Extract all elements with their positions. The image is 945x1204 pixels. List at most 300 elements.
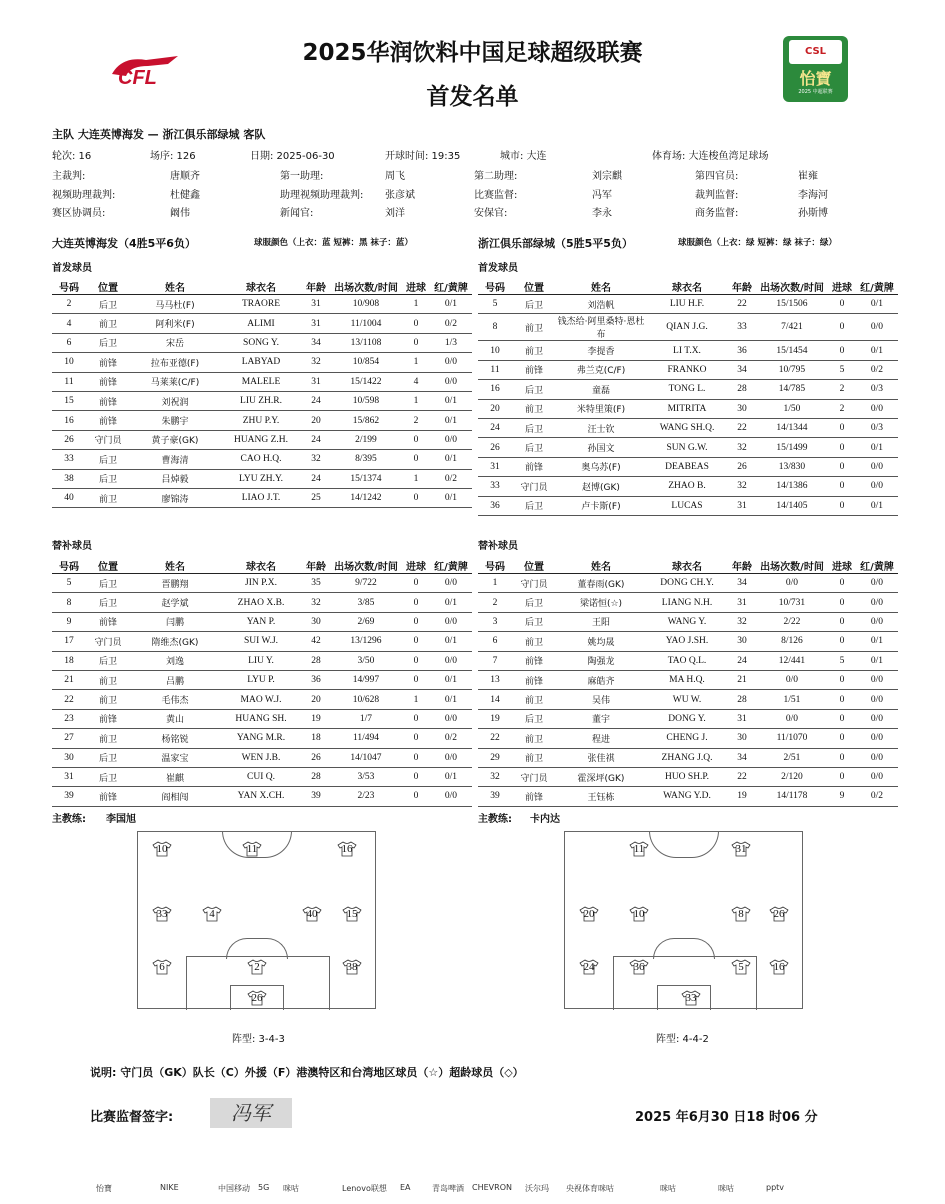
- table-row: [478, 314, 898, 341]
- table-cell: 10: [478, 341, 512, 360]
- table-cell: 0/3: [856, 380, 898, 399]
- table-cell: 0: [828, 612, 856, 631]
- table-cell: 2: [828, 380, 856, 399]
- csl-logo: CSL 怡寶 2025 中超联赛: [783, 36, 848, 102]
- table-cell: 后卫: [86, 593, 130, 612]
- home-subs-table: [52, 557, 472, 807]
- table-cell: 14/1405: [756, 496, 828, 515]
- table-cell: 后卫: [512, 709, 556, 728]
- away-starters-label: 首发球员: [478, 263, 518, 274]
- column-header: 红/黄牌: [430, 557, 472, 574]
- table-cell: 32: [478, 767, 512, 786]
- player-shirt-icon: 11: [629, 841, 649, 857]
- column-header: 姓名: [130, 278, 220, 295]
- column-header: 年龄: [302, 557, 330, 574]
- table-cell: 前卫: [86, 729, 130, 748]
- table-cell: 0: [828, 729, 856, 748]
- table-cell: 40: [52, 488, 86, 507]
- table-cell: 守门员: [512, 574, 556, 593]
- table-cell: 2/69: [330, 612, 402, 631]
- table-cell: WANG Y.D.: [646, 787, 728, 806]
- table-cell: 守门员: [512, 767, 556, 786]
- column-header: 红/黄牌: [856, 557, 898, 574]
- table-cell: 0/0: [856, 767, 898, 786]
- table-cell: LIU Y.: [220, 651, 302, 670]
- table-cell: CUI Q.: [220, 767, 302, 786]
- table-cell: 1/3: [430, 333, 472, 352]
- table-cell: 22: [728, 295, 756, 314]
- official-label: 视频助理裁判:: [52, 190, 116, 201]
- table-row: [52, 411, 472, 430]
- official-name: 阚伟: [170, 208, 190, 219]
- table-cell: 0: [828, 767, 856, 786]
- table-cell: 董宇: [556, 709, 646, 728]
- table-cell: 前卫: [512, 690, 556, 709]
- table-cell: 后卫: [86, 333, 130, 352]
- table-cell: 刘祝润: [130, 391, 220, 410]
- table-cell: 前卫: [512, 314, 556, 341]
- column-header: 号码: [478, 557, 512, 574]
- official-name: 李永: [592, 208, 612, 219]
- table-cell: 0: [402, 670, 430, 689]
- table-cell: 曹海清: [130, 450, 220, 469]
- table-row: [478, 457, 898, 476]
- table-cell: 阎相闯: [130, 787, 220, 806]
- table-cell: 33: [52, 450, 86, 469]
- table-cell: 32: [728, 477, 756, 496]
- column-header: 位置: [512, 557, 556, 574]
- table-cell: 8: [52, 593, 86, 612]
- table-cell: 0/0: [856, 457, 898, 476]
- column-header: 位置: [86, 278, 130, 295]
- table-cell: 0/2: [430, 469, 472, 488]
- table-row: [52, 430, 472, 449]
- table-cell: 11: [478, 360, 512, 379]
- column-header: 姓名: [556, 557, 646, 574]
- table-cell: 16: [52, 411, 86, 430]
- column-header: 红/黄牌: [856, 278, 898, 295]
- table-cell: 霍深坪(GK): [556, 767, 646, 786]
- table-cell: 39: [302, 787, 330, 806]
- table-cell: 30: [52, 748, 86, 767]
- table-cell: 14/1386: [756, 477, 828, 496]
- table-cell: 马莱莱(C/F): [130, 372, 220, 391]
- table-cell: 0/1: [430, 450, 472, 469]
- table-cell: 31: [728, 496, 756, 515]
- sponsor-logo: 5G: [258, 1183, 270, 1192]
- official-label: 第一助理:: [280, 171, 324, 182]
- table-cell: 11: [52, 372, 86, 391]
- table-cell: 0: [402, 748, 430, 767]
- table-cell: 20: [302, 690, 330, 709]
- table-cell: 后卫: [512, 612, 556, 631]
- table-cell: 后卫: [512, 380, 556, 399]
- table-cell: 0/0: [430, 787, 472, 806]
- table-cell: 0/1: [430, 690, 472, 709]
- table-row: [478, 477, 898, 496]
- table-cell: 0/2: [430, 314, 472, 333]
- table-cell: 31: [728, 709, 756, 728]
- table-cell: 0/1: [430, 593, 472, 612]
- table-row: [52, 651, 472, 670]
- table-cell: 26: [478, 438, 512, 457]
- table-row: [52, 314, 472, 333]
- table-cell: 0/1: [430, 767, 472, 786]
- table-row: [52, 767, 472, 786]
- player-shirt-icon: 10: [629, 906, 649, 922]
- column-header: 年龄: [302, 278, 330, 295]
- official-label: 赛区协调员:: [52, 208, 106, 219]
- table-cell: 前锋: [86, 612, 130, 631]
- column-header: 出场次数/时间: [330, 278, 402, 295]
- table-row: [478, 360, 898, 379]
- official-name: 李海河: [798, 190, 828, 201]
- table-cell: 24: [478, 418, 512, 437]
- table-cell: 32: [728, 438, 756, 457]
- official-name: 冯军: [592, 190, 612, 201]
- table-cell: 0/1: [430, 488, 472, 507]
- table-cell: 1: [402, 353, 430, 372]
- table-cell: 32: [728, 612, 756, 631]
- table-cell: QIAN J.G.: [646, 314, 728, 341]
- table-cell: 22: [52, 690, 86, 709]
- table-cell: 6: [478, 632, 512, 651]
- table-cell: 2/120: [756, 767, 828, 786]
- column-header: 球衣名: [220, 278, 302, 295]
- table-cell: 4: [52, 314, 86, 333]
- table-cell: 前锋: [86, 353, 130, 372]
- table-cell: 前卫: [512, 748, 556, 767]
- table-cell: 24: [302, 430, 330, 449]
- player-shirt-icon: 8: [731, 906, 751, 922]
- table-cell: HUO SH.P.: [646, 767, 728, 786]
- table-cell: 守门员: [86, 430, 130, 449]
- table-cell: 20: [478, 399, 512, 418]
- table-cell: 28: [302, 767, 330, 786]
- away-starters-table: [478, 278, 898, 516]
- table-cell: 13/1108: [330, 333, 402, 352]
- round: 轮次: 16: [52, 151, 92, 162]
- table-cell: 21: [52, 670, 86, 689]
- table-cell: 30: [728, 729, 756, 748]
- table-row: [478, 748, 898, 767]
- table-cell: 2/22: [756, 612, 828, 631]
- table-cell: ZHAO X.B.: [220, 593, 302, 612]
- table-row: [478, 612, 898, 631]
- table-cell: LYU P.: [220, 670, 302, 689]
- table-cell: 33: [478, 477, 512, 496]
- table-cell: 0/0: [430, 353, 472, 372]
- away-coach: 卡内达: [530, 814, 560, 825]
- table-cell: 0: [402, 430, 430, 449]
- official-name: 杜健鑫: [170, 190, 200, 201]
- table-cell: 0: [402, 333, 430, 352]
- table-cell: 0/0: [430, 612, 472, 631]
- table-cell: 米特里策(F): [556, 399, 646, 418]
- table-cell: 0: [828, 341, 856, 360]
- table-row: [52, 632, 472, 651]
- column-header: 球衣名: [646, 557, 728, 574]
- table-cell: 汪士钦: [556, 418, 646, 437]
- table-cell: 11/1004: [330, 314, 402, 333]
- table-cell: 张佳祺: [556, 748, 646, 767]
- table-cell: 0: [402, 612, 430, 631]
- table-cell: 28: [302, 651, 330, 670]
- home-subs-label: 替补球员: [52, 541, 92, 552]
- table-row: [52, 709, 472, 728]
- table-cell: ZHU P.Y.: [220, 411, 302, 430]
- table-cell: 27: [52, 729, 86, 748]
- table-cell: 吕焯毅: [130, 469, 220, 488]
- table-cell: 23: [52, 709, 86, 728]
- table-cell: LIU ZH.R.: [220, 391, 302, 410]
- sponsor-logo: 央视体育: [566, 1184, 598, 1193]
- table-row: [478, 418, 898, 437]
- table-cell: 1/50: [756, 399, 828, 418]
- table-cell: 1: [402, 295, 430, 314]
- table-cell: 5: [478, 295, 512, 314]
- table-cell: 19: [302, 709, 330, 728]
- table-cell: 1: [402, 391, 430, 410]
- table-row: [52, 333, 472, 352]
- table-cell: 0/3: [856, 418, 898, 437]
- player-shirt-icon: 20: [579, 906, 599, 922]
- table-cell: 9: [52, 612, 86, 631]
- player-shirt-icon: 2: [247, 959, 267, 975]
- table-cell: LIANG N.H.: [646, 593, 728, 612]
- table-cell: 26: [52, 430, 86, 449]
- column-header: 出场次数/时间: [330, 557, 402, 574]
- column-header: 号码: [478, 278, 512, 295]
- table-cell: 18: [302, 729, 330, 748]
- table-cell: 前卫: [512, 729, 556, 748]
- table-cell: 麻皓齐: [556, 670, 646, 689]
- table-cell: 0/1: [856, 632, 898, 651]
- away-team-name: 浙江俱乐部绿城（5胜5平5负）: [478, 237, 633, 250]
- table-cell: 36: [302, 670, 330, 689]
- table-cell: 前锋: [512, 787, 556, 806]
- table-cell: 0/1: [856, 341, 898, 360]
- table-cell: 廖锦涛: [130, 488, 220, 507]
- table-cell: 0: [402, 787, 430, 806]
- table-cell: 2/23: [330, 787, 402, 806]
- table-row: [52, 729, 472, 748]
- table-cell: YAO J.SH.: [646, 632, 728, 651]
- table-cell: 10/908: [330, 295, 402, 314]
- match-order: 场序: 126: [150, 151, 196, 162]
- table-cell: 0/0: [430, 651, 472, 670]
- table-cell: 隋维杰(GK): [130, 632, 220, 651]
- table-cell: ZHAO B.: [646, 477, 728, 496]
- table-row: [478, 399, 898, 418]
- table-cell: 0: [828, 670, 856, 689]
- table-cell: 0/1: [856, 438, 898, 457]
- player-shirt-icon: 4: [202, 906, 222, 922]
- table-cell: 22: [728, 418, 756, 437]
- table-cell: 35: [302, 574, 330, 593]
- table-cell: 2: [478, 593, 512, 612]
- table-cell: 0/1: [856, 651, 898, 670]
- home-formation: 阵型: 3-4-3: [232, 1034, 285, 1045]
- table-cell: 0/0: [756, 709, 828, 728]
- table-cell: 16: [478, 380, 512, 399]
- table-cell: SUN G.W.: [646, 438, 728, 457]
- home-team-name: 大连英博海发（4胜5平6负）: [52, 237, 196, 250]
- table-cell: 后卫: [512, 418, 556, 437]
- table-cell: 0: [828, 457, 856, 476]
- table-cell: 0/1: [856, 295, 898, 314]
- table-cell: SONG Y.: [220, 333, 302, 352]
- table-cell: 0/0: [430, 372, 472, 391]
- column-header: 进球: [828, 278, 856, 295]
- player-shirt-icon: 5: [731, 959, 751, 975]
- sponsor-logo: 怡寶: [96, 1184, 112, 1193]
- signature-datetime: 2025 年6月30 日18 时06 分: [635, 1110, 818, 1125]
- column-header: 红/黄牌: [430, 278, 472, 295]
- table-cell: 前锋: [512, 457, 556, 476]
- sponsor-logo: EA: [400, 1183, 411, 1192]
- table-cell: 0/0: [856, 399, 898, 418]
- stadium: 体育场: 大连梭鱼湾足球场: [652, 151, 769, 162]
- table-cell: 卢卡斯(F): [556, 496, 646, 515]
- table-cell: 15: [52, 391, 86, 410]
- table-cell: 22: [728, 767, 756, 786]
- table-cell: 朱鹏宇: [130, 411, 220, 430]
- table-cell: 30: [728, 632, 756, 651]
- table-cell: 14/1242: [330, 488, 402, 507]
- table-cell: 0: [828, 709, 856, 728]
- column-header: 出场次数/时间: [756, 557, 828, 574]
- table-row: [52, 469, 472, 488]
- official-name: 崔雍: [798, 171, 818, 182]
- table-row: [52, 574, 472, 593]
- table-cell: WU W.: [646, 690, 728, 709]
- player-shirt-icon: 38: [342, 959, 362, 975]
- home-starters-label: 首发球员: [52, 263, 92, 274]
- table-cell: LI T.X.: [646, 341, 728, 360]
- table-cell: 0/0: [856, 748, 898, 767]
- table-cell: 1: [402, 469, 430, 488]
- table-cell: 21: [728, 670, 756, 689]
- table-cell: 10/731: [756, 593, 828, 612]
- table-cell: 0: [402, 729, 430, 748]
- official-label: 商务监督:: [695, 208, 739, 219]
- column-header: 号码: [52, 557, 86, 574]
- away-formation-pitch: [564, 831, 803, 1009]
- table-cell: CHENG J.: [646, 729, 728, 748]
- sponsor-logo: 中国移动: [218, 1184, 250, 1193]
- table-cell: 前锋: [86, 372, 130, 391]
- table-cell: 8: [478, 314, 512, 341]
- player-shirt-icon: 16: [337, 841, 357, 857]
- table-row: [52, 372, 472, 391]
- table-cell: 前卫: [86, 488, 130, 507]
- player-shirt-icon: 33: [152, 906, 172, 922]
- table-cell: 奥乌苏(F): [556, 457, 646, 476]
- official-label: 主裁判:: [52, 171, 86, 182]
- table-cell: 后卫: [86, 574, 130, 593]
- official-label: 裁判监督:: [695, 190, 739, 201]
- table-cell: 刘逸: [130, 651, 220, 670]
- sponsor-logo: 咪咕: [598, 1184, 614, 1193]
- table-cell: 后卫: [512, 295, 556, 314]
- table-cell: 24: [302, 469, 330, 488]
- table-cell: 10/854: [330, 353, 402, 372]
- table-cell: 8/126: [756, 632, 828, 651]
- table-cell: 11/494: [330, 729, 402, 748]
- table-cell: 孙国文: [556, 438, 646, 457]
- table-cell: LIU H.F.: [646, 295, 728, 314]
- table-row: [478, 670, 898, 689]
- player-shirt-icon: 26: [247, 990, 267, 1006]
- table-cell: 5: [828, 651, 856, 670]
- table-cell: 0: [828, 418, 856, 437]
- table-cell: 9/722: [330, 574, 402, 593]
- away-kit: 球服颜色（上衣：绿 短裤：绿 袜子：绿）: [678, 238, 837, 248]
- table-row: [478, 690, 898, 709]
- table-cell: 31: [302, 295, 330, 314]
- table-cell: 后卫: [86, 767, 130, 786]
- table-cell: 0/0: [430, 574, 472, 593]
- table-row: [52, 612, 472, 631]
- table-cell: LIAO J.T.: [220, 488, 302, 507]
- sponsor-logo: 咪咕: [718, 1184, 734, 1193]
- table-cell: 后卫: [86, 469, 130, 488]
- table-cell: 2: [828, 399, 856, 418]
- table-row: [52, 488, 472, 507]
- table-cell: 梁诺恒(☆): [556, 593, 646, 612]
- player-shirt-icon: 16: [769, 959, 789, 975]
- player-shirt-icon: 6: [152, 959, 172, 975]
- table-cell: 24: [728, 651, 756, 670]
- column-header: 年龄: [728, 278, 756, 295]
- table-row: [52, 787, 472, 806]
- column-header: 位置: [86, 557, 130, 574]
- column-header: 姓名: [556, 278, 646, 295]
- table-cell: 守门员: [512, 477, 556, 496]
- table-cell: 0: [402, 488, 430, 507]
- table-cell: 晋鹏翔: [130, 574, 220, 593]
- column-header: 出场次数/时间: [756, 278, 828, 295]
- table-cell: HUANG SH.: [220, 709, 302, 728]
- table-cell: LABYAD: [220, 353, 302, 372]
- table-cell: 0/0: [430, 709, 472, 728]
- table-cell: 0: [828, 748, 856, 767]
- official-name: 刘宗麒: [592, 171, 622, 182]
- table-cell: 33: [728, 314, 756, 341]
- table-cell: 后卫: [86, 748, 130, 767]
- table-cell: 吕鹏: [130, 670, 220, 689]
- table-cell: 前锋: [512, 670, 556, 689]
- table-cell: 后卫: [512, 593, 556, 612]
- table-cell: DEABEAS: [646, 457, 728, 476]
- column-header: 球衣名: [646, 278, 728, 295]
- table-row: [52, 450, 472, 469]
- table-row: [478, 767, 898, 786]
- page-subtitle: 首发名单: [426, 84, 519, 110]
- table-cell: 3/85: [330, 593, 402, 612]
- player-shirt-icon: 31: [731, 841, 751, 857]
- table-cell: MALELE: [220, 372, 302, 391]
- table-cell: 前锋: [512, 360, 556, 379]
- table-cell: 王钰栋: [556, 787, 646, 806]
- table-cell: 0: [828, 690, 856, 709]
- player-shirt-icon: 40: [302, 906, 322, 922]
- table-cell: 31: [302, 372, 330, 391]
- table-cell: LUCAS: [646, 496, 728, 515]
- table-cell: 14/785: [756, 380, 828, 399]
- table-cell: 34: [302, 333, 330, 352]
